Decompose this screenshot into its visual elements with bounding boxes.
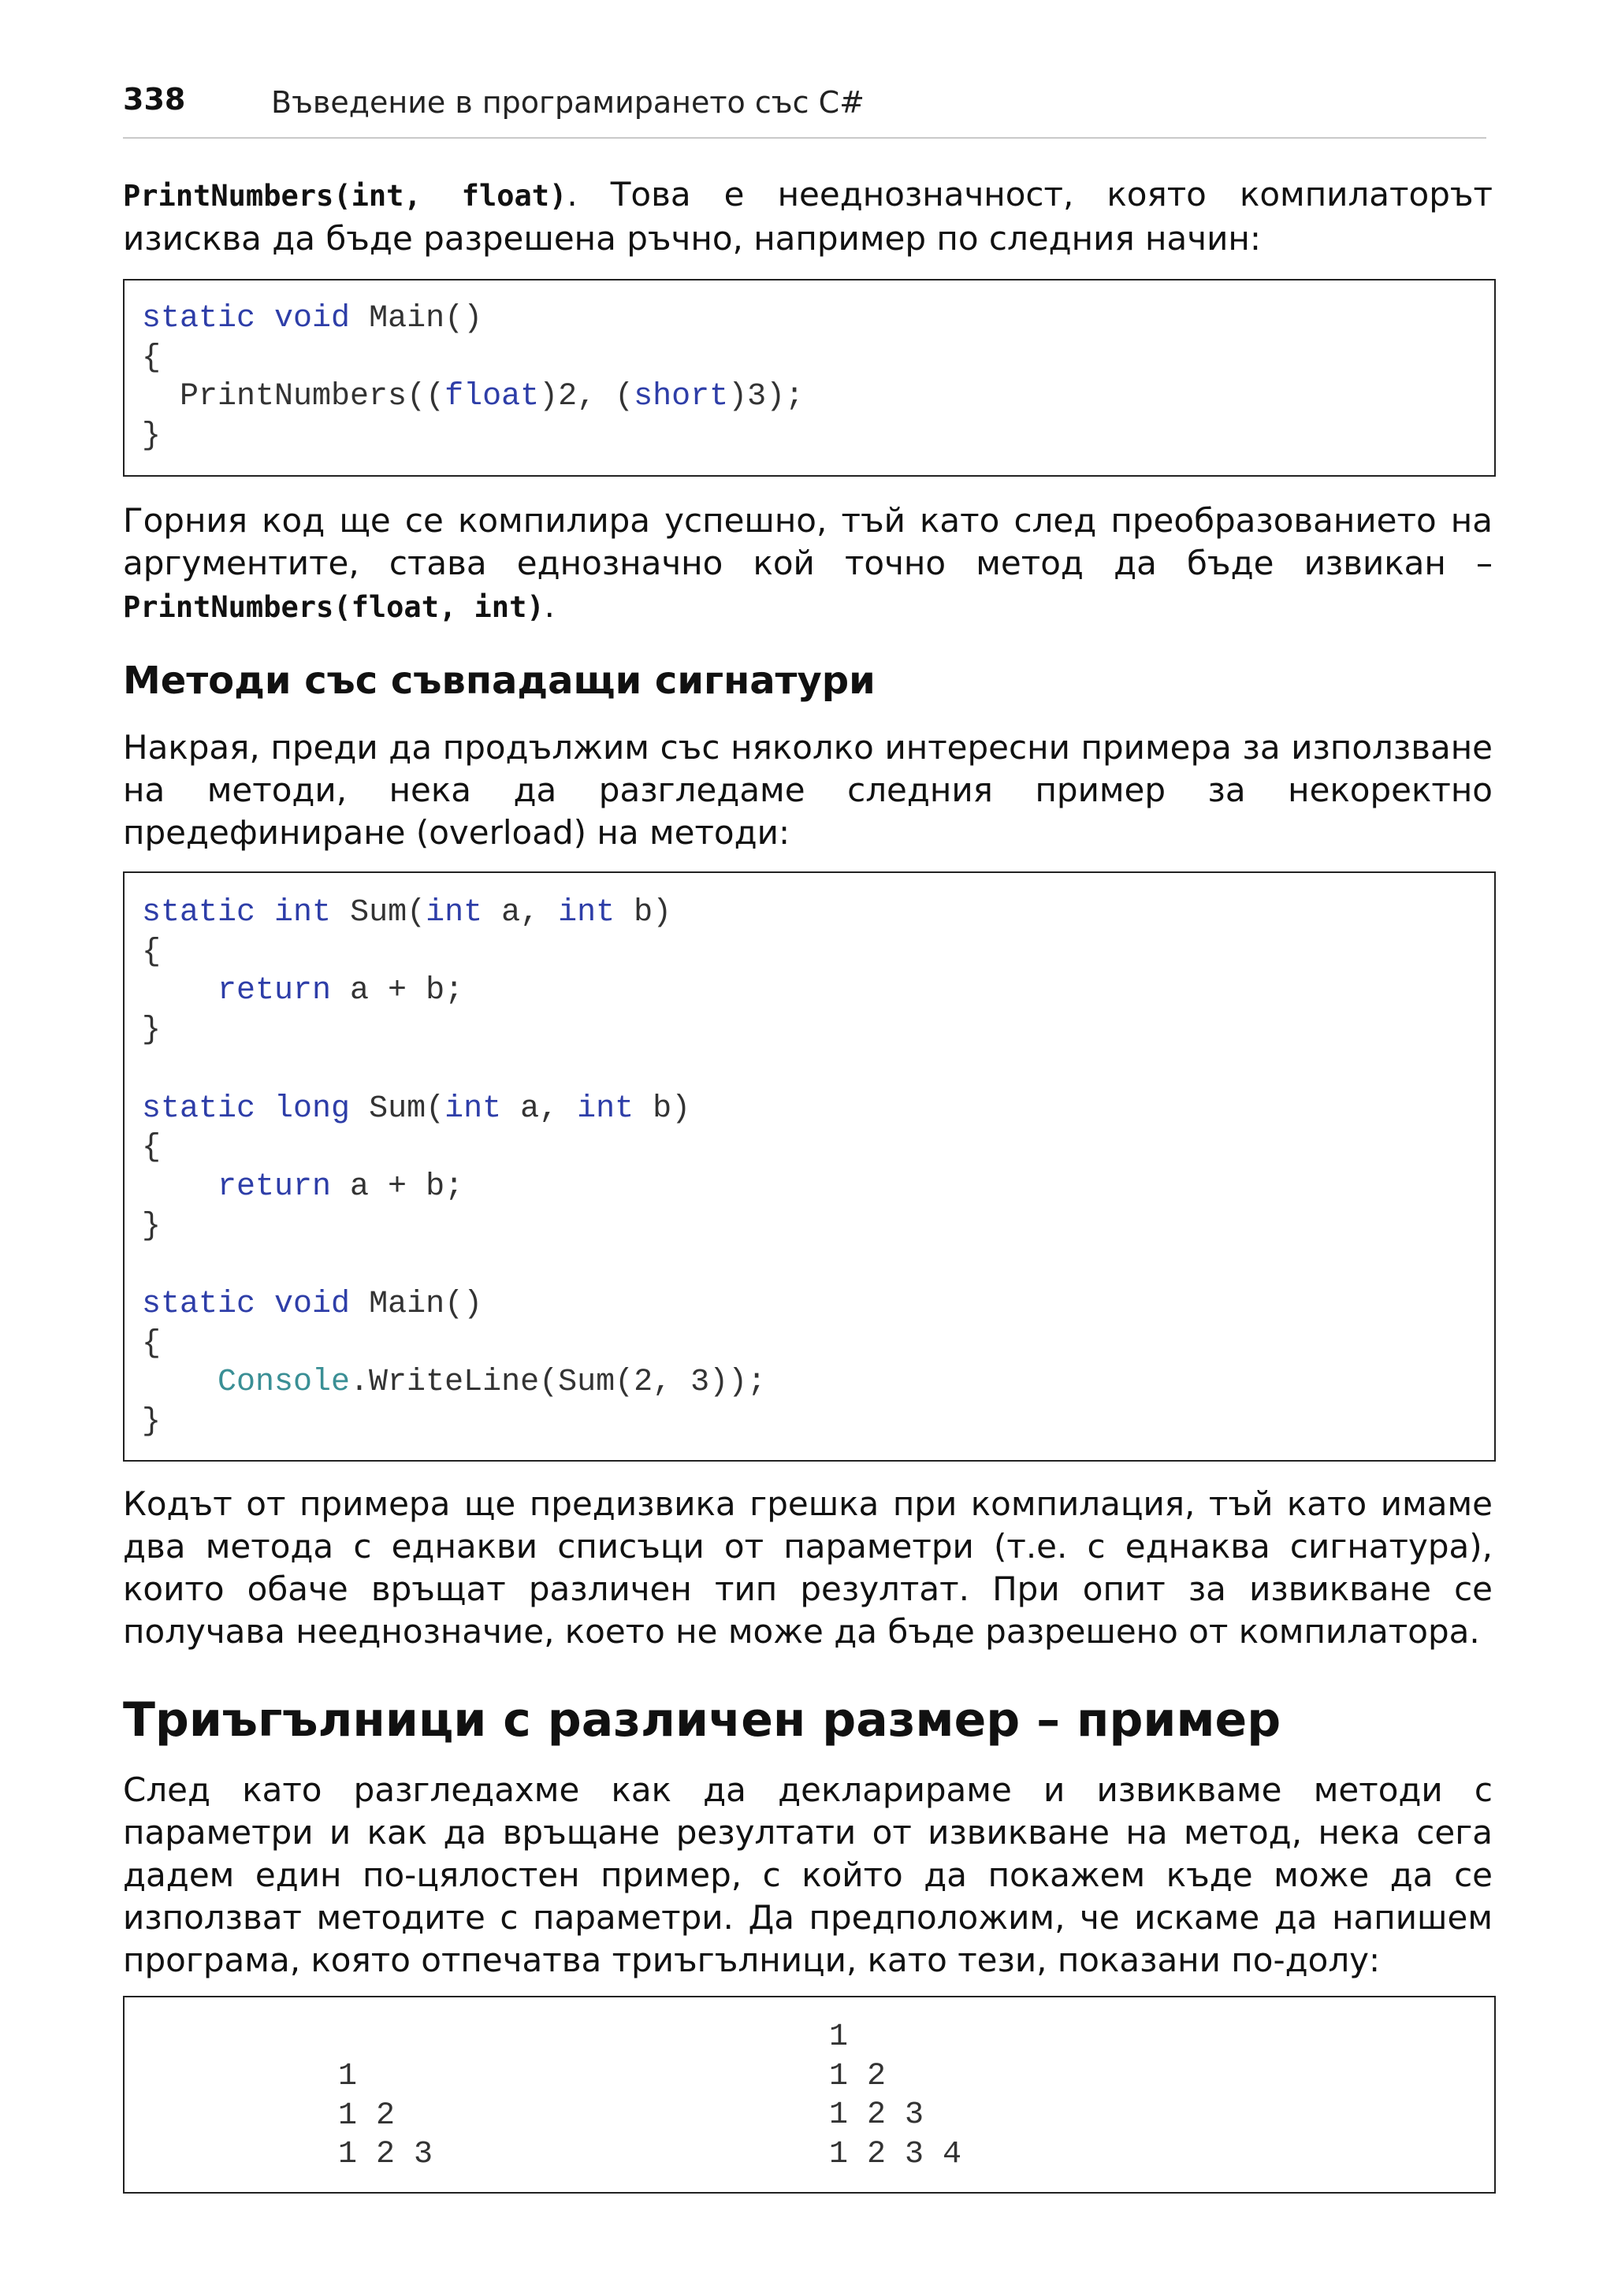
section-heading: Методи със съвпадащи сигнатури	[123, 659, 876, 703]
page-header	[123, 82, 1486, 139]
code-listing: static int Sum(int a, int b) { return a + b; } static long Sum(int a, int b) { return a + b; } static void Main() { Console.WriteLine(Sum(2, 3)); }	[142, 895, 767, 1440]
paragraph-compile-error: Кодът от примера ще предизвика грешка при компилация, тъй като имаме два метода с еднакви списъци от параметри (т.е. с еднаква сигнатура), които обаче връщат различен тип резултат. При опит за извикване се получава нееднозначие, което не може да бъде разрешено от компилатора.	[123, 1484, 1493, 1651]
paragraph-compiles: Горния код ще се компилира успешно, тъй като след преобразованието на аргументите, става еднозначно кой точно метод да бъде извикан – PrintNumbers(float, int).	[123, 501, 1493, 625]
output-block-triangles	[123, 1996, 1496, 2194]
inline-code: PrintNumbers(int, float)	[123, 179, 567, 213]
chapter-heading: Триъгълници с различен размер – пример	[123, 1692, 1281, 1748]
triangle-small: 1 1 2 1 2 3	[338, 2059, 433, 2173]
code-listing: static void Main() { PrintNumbers((float)2, (short)3); }	[142, 301, 805, 455]
page-number: 338	[123, 82, 186, 117]
paragraph-triangles-intro: След като разгледахме как да декларираме и извикваме методи с параметри и как да връщане резултати от извикване на метод, нека сега дадем един по-цялостен пример, с който да покажем къде може да се използват методите с параметри. Да предположим, че искаме да напишем програма, която отпечатва триъгълници, като тези, показани по-долу:	[123, 1770, 1493, 1979]
inline-code: PrintNumbers(float, int)	[123, 590, 545, 624]
paragraph-ambiguity: PrintNumbers(int, float). Това е нееднозначност, която компилаторът изисква да бъде разрешена ръчно, например по следния начин:	[123, 175, 1493, 258]
paragraph-overload-intro: Накрая, преди да продължим със няколко интересни примера за използване на методи, нека да разгледаме следния пример за некоректно предефиниране (overload) на методи:	[123, 728, 1493, 852]
triangle-large: 1 1 2 1 2 3 1 2 3 4	[829, 2019, 962, 2173]
code-block-main-call	[123, 279, 1496, 477]
code-block-sum-overload	[123, 871, 1496, 1462]
book-title: Въведение в програмирането със C#	[271, 85, 865, 120]
